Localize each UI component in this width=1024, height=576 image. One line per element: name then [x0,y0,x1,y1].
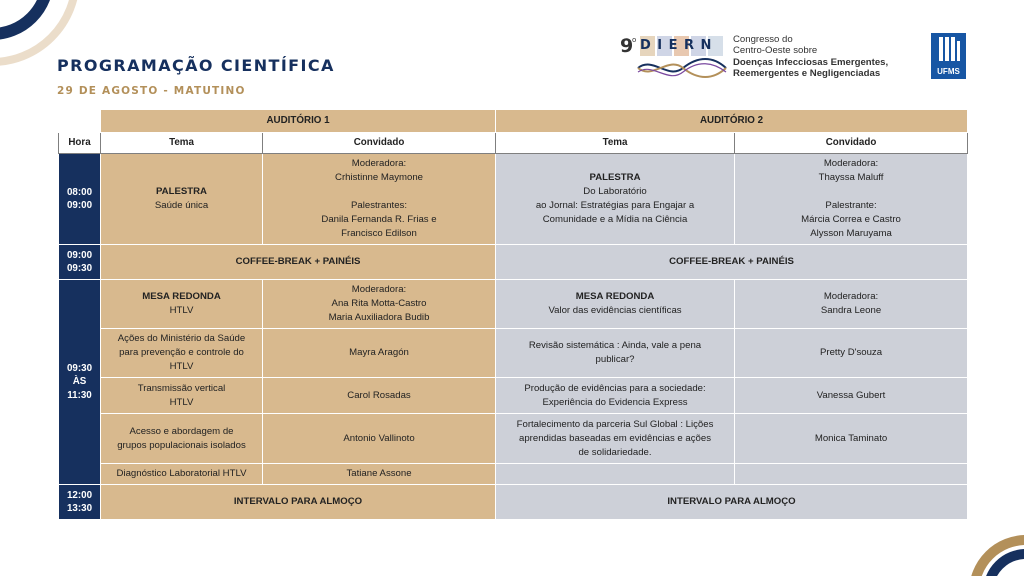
time-cell: 09:30 ÀS 11:30 [59,280,101,485]
session-cell-a2 [496,280,735,329]
session-topic: HTLV [169,305,194,316]
guest-cell-a2: Monica Taminato [735,414,968,464]
guest-cell-a1: Tatiane Assone [263,464,496,485]
ufms-emblem-icon [931,33,966,65]
congress-logo [618,32,918,82]
guest-cell-a2 [735,464,968,485]
topic-cell-a1: Diagnóstico Laboratorial HTLV [101,464,263,485]
guest-cell-a1: Moderadora: Ana Rita Motta-Castro Maria Auxiliadora Budib [263,280,496,329]
auditorium-2-header: AUDITÓRIO 2 [496,110,968,133]
topic-cell-a2: Revisão sistemática : Ainda, vale a pena publicar? [496,329,735,378]
session-type: MESA REDONDA [575,291,655,302]
column-header-tema-1: Tema [101,133,263,154]
topic-cell-a2 [496,464,735,485]
logo-line-3: Doenças Infecciosas Emergentes, [733,56,889,68]
column-header-convidado-1: Convidado [263,133,496,154]
topic-cell-a1: Transmissão vertical HTLV [101,378,263,414]
schedule-table [58,109,968,520]
guest-cell-a1: Antonio Vallinoto [263,414,496,464]
guest-cell-a1: Mayra Aragón [263,329,496,378]
page-title: PROGRAMAÇÃO CIENTÍFICA [57,56,335,75]
congress-name [733,34,888,80]
column-header-tema-2: Tema [496,133,735,154]
topic-cell-a1: Acesso e abordagem de grupos populacionais isolados [101,414,263,464]
session-topic: Valor das evidências científicas [548,305,682,316]
guest-cell-a2: Moderadora: Sandra Leone [735,280,968,329]
logo-word: DIERN [640,38,718,53]
session-topic: Do Laboratório ao Jornal: Estratégias para Engajar a Comunidade e a Mídia na Ciência [535,186,695,225]
time-cell: 08:00 09:00 [59,154,101,245]
session-topic: Saúde única [154,200,209,211]
auditorium-1-header: AUDITÓRIO 1 [101,110,496,133]
ufms-label: UFMS [937,67,960,76]
time-cell: 12:00 13:30 [59,485,101,520]
topic-cell-a2: Fortalecimento da parceria Sul Global : Lições aprendidas baseadas em evidências e ações de solidariedade. [496,414,735,464]
page-subtitle: 29 DE AGOSTO - MATUTINO [57,85,246,97]
ufms-logo [931,33,966,79]
lunch-break-a1: INTERVALO PARA ALMOÇO [101,485,496,520]
lunch-break-a2: INTERVALO PARA ALMOÇO [496,485,968,520]
topic-cell-a1: Ações do Ministério da Saúde para prevenção e controle do HTLV [101,329,263,378]
svg-text:o: o [632,36,637,44]
guest-cell-a1: Carol Rosadas [263,378,496,414]
guest-cell-a1: Moderadora: Crhistinne Maymone Palestrantes: Danila Fernanda R. Frias e Francisco Edilson [263,154,496,245]
corner-cell [59,110,101,133]
session-cell-a1 [101,154,263,245]
guest-cell-a2: Moderadora: Thayssa Maluff Palestrante: Márcia Correa e Castro Alysson Maruyama [735,154,968,245]
column-header-convidado-2: Convidado [735,133,968,154]
guest-cell-a2: Vanessa Gubert [735,378,968,414]
logo-line-4: Reemergentes e Negligenciadas [733,68,881,80]
topic-cell-a2: Produção de evidências para a sociedade: Experiência do Evidencia Express [496,378,735,414]
guest-cell-a2: Pretty D'souza [735,329,968,378]
session-cell-a1 [101,280,263,329]
logo-line-2: Centro-Oeste sobre [733,45,818,57]
column-header-hora: Hora [59,133,101,154]
svg-text:9: 9 [620,35,634,57]
session-type: PALESTRA [156,186,207,197]
coffee-break-a2: COFFEE-BREAK + PAINÉIS [496,245,968,280]
coffee-break-a1: COFFEE-BREAK + PAINÉIS [101,245,496,280]
logo-line-1: Congresso do [733,34,793,45]
session-type: MESA REDONDA [142,291,221,302]
session-cell-a2 [496,154,735,245]
session-type: PALESTRA [589,172,641,183]
time-cell: 09:00 09:30 [59,245,101,280]
